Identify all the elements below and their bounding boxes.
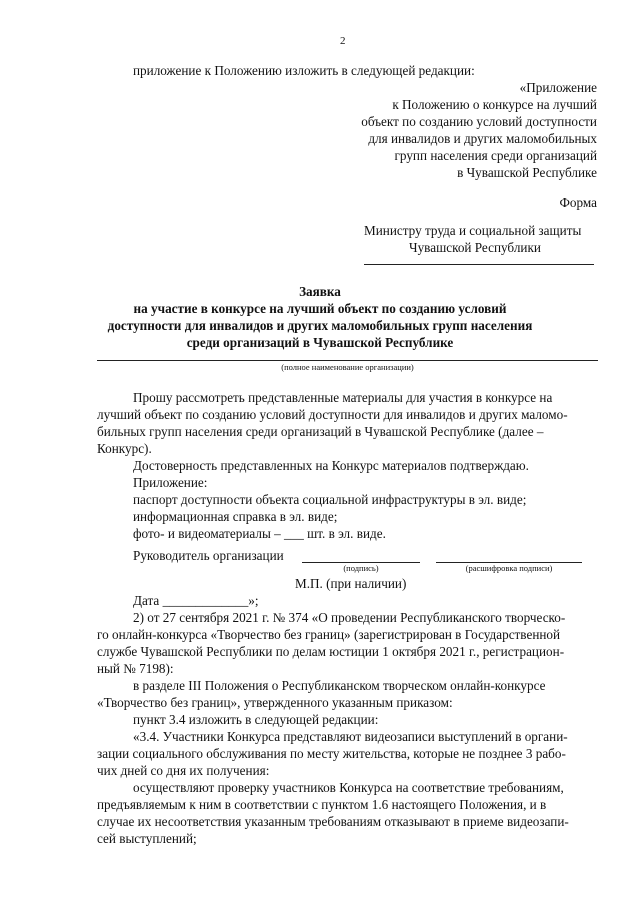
appendix-header-line: в Чувашской Республике — [457, 165, 597, 180]
item34-sub-line: случае их несоответствия указанным требованиям отказывают в приеме видеозапи- — [97, 814, 569, 829]
item34-sub-line: предъявляемым к ним в соответствии с пунктом 1.6 настоящего Положения, и в — [97, 797, 547, 812]
organization-name-caption: (полное наименование организации) — [281, 362, 414, 372]
attachment-item: фото- и видеоматериалы – ___ шт. в эл. виде. — [133, 526, 386, 541]
appendix-header-line: групп населения среди организаций — [394, 148, 597, 163]
intro-line: приложение к Положению изложить в следующей редакции: — [133, 63, 475, 78]
addressee-line: Чувашской Республики — [409, 240, 541, 255]
title-line: среди организаций в Чувашской Республике — [186, 335, 454, 350]
organization-name-line — [97, 360, 598, 361]
item34-intro: пункт 3.4 изложить в следующей редакции: — [133, 712, 379, 727]
appendix-header-line: «Приложение — [519, 80, 597, 95]
signature-caption: (подпись) — [343, 563, 379, 573]
addressee-signature-line — [364, 264, 594, 265]
confirm-line: Достоверность представленных на Конкурс материалов подтверждаю. — [133, 458, 529, 473]
item34-sub-line: осуществляют проверку участников Конкурса на соответствие требованиям, — [133, 780, 564, 795]
appendix-label: Приложение: — [133, 475, 208, 490]
item2-line: ный № 7198): — [97, 661, 174, 676]
decode-caption: (расшифровка подписи) — [465, 563, 553, 573]
appendix-header-line: к Положению о конкурсе на лучший — [392, 97, 597, 112]
item34-line: чих дней со дня их получения: — [97, 763, 270, 778]
item34-line: «3.4. Участники Конкурса представляют видеозаписи выступлений в органи- — [133, 729, 568, 744]
date-line: Дата _____________»; — [133, 593, 259, 608]
head-label: Руководитель организации — [133, 548, 284, 563]
title-line: доступности для инвалидов и других маломобильных групп населения — [107, 318, 533, 333]
item2-line: 2) от 27 сентября 2021 г. № 374 «О проведении Республиканского творческо- — [133, 610, 566, 625]
item34-line: зации социального обслуживания по месту жительства, которые не позднее 3 рабо- — [97, 746, 566, 761]
seal-line: М.П. (при наличии) — [295, 576, 407, 591]
item2-line: службе Чувашской Республики по делам юстиции 1 октября 2021 г., регистрацион- — [97, 644, 565, 659]
body-paragraph: Прошу рассмотреть представленные материалы для участия в конкурсе на — [133, 390, 553, 405]
item2-sub-line: «Творчество без границ», утвержденного указанным приказом: — [97, 695, 453, 710]
item2-line: го онлайн-конкурса «Творчество без границ» (зарегистрирован в Государственной — [97, 627, 561, 642]
title-line: на участие в конкурсе на лучший объект по созданию условий — [133, 301, 507, 316]
title-line: Заявка — [299, 284, 341, 299]
appendix-header-line: объект по созданию условий доступности — [361, 114, 597, 129]
item34-sub-line: сей выступлений; — [97, 831, 197, 846]
attachment-item: информационная справка в эл. виде; — [133, 509, 338, 524]
addressee-line: Министру труда и социальной защиты — [364, 223, 582, 238]
body-paragraph-line: бильных групп населения среди организаций в Чувашской Республике (далее – — [97, 424, 544, 439]
page-number: 2 — [340, 35, 346, 47]
item2-sub-line: в разделе III Положения о Республиканском творческом онлайн-конкурсе — [133, 678, 546, 693]
attachment-item: паспорт доступности объекта социальной инфраструктуры в эл. виде; — [133, 492, 527, 507]
form-label: Форма — [559, 195, 597, 210]
body-paragraph-line: лучший объект по созданию условий доступности для инвалидов и других маломо- — [97, 407, 568, 422]
appendix-header-line: для инвалидов и других маломобильных — [368, 131, 597, 146]
body-paragraph-line: Конкурс). — [97, 441, 152, 456]
